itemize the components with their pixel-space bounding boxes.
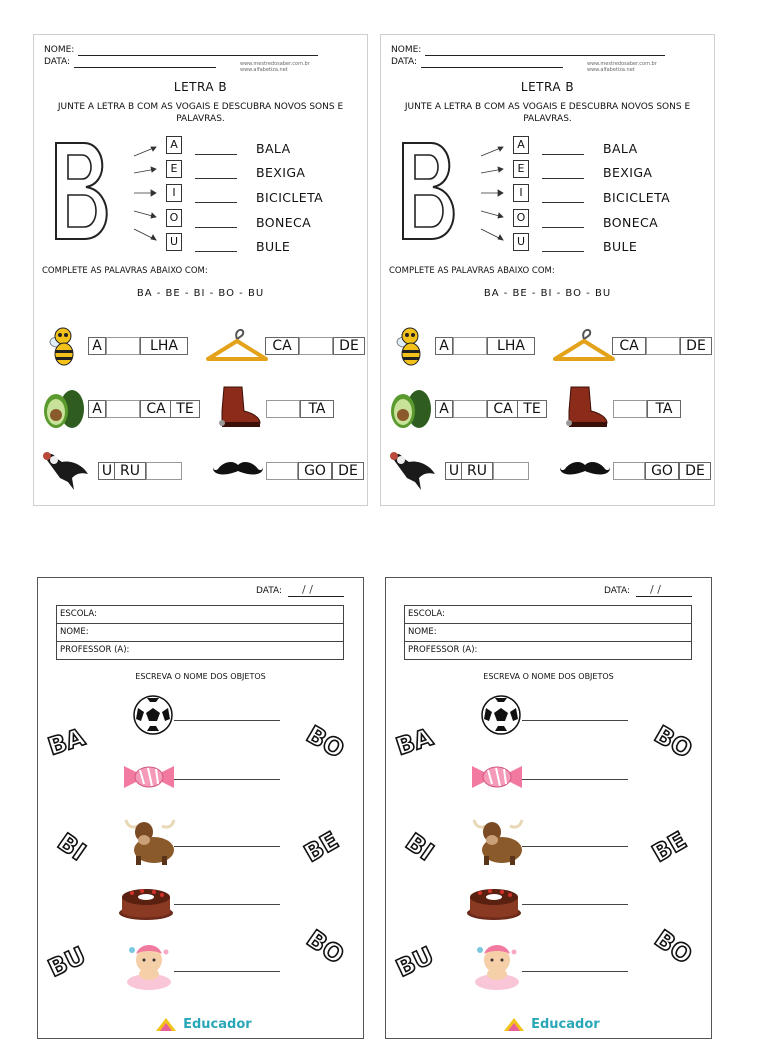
data-line[interactable] — [74, 67, 216, 68]
mustache-blank[interactable] — [613, 462, 645, 480]
instruction: JUNTE A LETRA B COM AS VOGAIS E DESCUBRA NOVOS SONS E PALAVRAS. — [404, 102, 691, 124]
logo-text: Educador — [531, 1017, 600, 1032]
boot-blank[interactable] — [613, 400, 647, 418]
bubble-bu: BU — [43, 941, 90, 983]
bubble-bi: BI — [400, 827, 439, 867]
mustache-icon — [212, 459, 264, 483]
data-label: DATA: — [604, 586, 631, 596]
answer-line-4[interactable] — [174, 904, 280, 905]
hanger-prefix: CA — [612, 337, 646, 355]
logo-text: Educador — [183, 1017, 252, 1032]
word-bala: BALA — [256, 141, 291, 156]
avocado-blank[interactable] — [106, 400, 140, 418]
bubble-bo: BO — [649, 720, 698, 764]
word-bexiga: BEXIGA — [256, 165, 306, 180]
mustache-suffix: DE — [332, 462, 364, 480]
bubble-bu: BU — [391, 941, 438, 983]
bee-blank[interactable] — [453, 337, 487, 355]
vowel-e: E — [513, 160, 529, 178]
vulture-prefix: U — [98, 462, 116, 480]
vowel-i: I — [513, 184, 529, 202]
vowel-a: A — [166, 136, 182, 154]
boot-icon — [218, 385, 262, 435]
word-bicicleta: BICICLETA — [603, 190, 671, 205]
escola-field[interactable]: ESCOLA: — [405, 606, 691, 624]
vulture-icon — [40, 448, 90, 496]
word-bala: BALA — [603, 141, 638, 156]
blank-1[interactable] — [195, 154, 237, 155]
word-bule: BULE — [603, 239, 638, 254]
bee-icon — [395, 324, 425, 370]
vulture-mid: RU — [114, 462, 146, 480]
word-boneca: BONECA — [256, 215, 312, 230]
avocado-mid1: CA — [140, 400, 172, 418]
blank-2[interactable] — [542, 178, 584, 179]
worksheet-objects-right — [385, 577, 712, 1039]
data-label: DATA: — [44, 57, 71, 67]
page-title: LETRA B — [520, 80, 575, 94]
site-2: www.alfabetiza.net — [587, 67, 635, 73]
big-letter-b — [48, 135, 118, 249]
boot-suffix: TA — [647, 400, 681, 418]
bee-blank[interactable] — [106, 337, 140, 355]
vowel-i: I — [166, 184, 182, 202]
blank-3[interactable] — [542, 202, 584, 203]
big-letter-b — [395, 135, 465, 249]
avocado-mid1: CA — [487, 400, 519, 418]
vowel-e: E — [166, 160, 182, 178]
ball-icon — [480, 694, 522, 740]
info-table — [56, 605, 344, 660]
baby-icon — [122, 940, 176, 996]
hanger-icon — [553, 325, 615, 369]
blank-5[interactable] — [195, 251, 237, 252]
syllables: BA - BE - BI - BO - BU — [483, 288, 612, 299]
professor-field[interactable]: PROFESSOR (A): — [408, 645, 478, 655]
site-2: www.alfabetiza.net — [240, 67, 288, 73]
answer-line-5[interactable] — [174, 971, 280, 972]
arrows — [479, 139, 509, 249]
ox-icon — [122, 814, 178, 870]
baby-icon — [470, 940, 524, 996]
hanger-prefix: CA — [265, 337, 299, 355]
answer-line-1[interactable] — [522, 720, 628, 721]
date-slashes: / / — [650, 583, 661, 596]
instruction: ESCREVA O NOME DOS OBJETOS — [135, 672, 266, 681]
answer-line-3[interactable] — [522, 846, 628, 847]
info-table — [404, 605, 692, 660]
bubble-bo: BO — [301, 720, 350, 764]
nome-label: NOME: — [391, 45, 422, 55]
avocado-icon — [42, 387, 86, 435]
bee-suffix: LHA — [140, 337, 188, 355]
syllables: BA - BE - BI - BO - BU — [136, 288, 265, 299]
hanger-suffix: DE — [333, 337, 365, 355]
mustache-blank[interactable] — [266, 462, 298, 480]
bee-icon — [48, 324, 78, 370]
data-line[interactable] — [636, 596, 692, 597]
boot-icon — [565, 385, 609, 435]
vowel-a: A — [513, 136, 529, 154]
complete-label: COMPLETE AS PALAVRAS ABAIXO COM: — [42, 266, 208, 276]
word-boneca: BONECA — [603, 215, 659, 230]
answer-line-4[interactable] — [522, 904, 628, 905]
mustache-mid: GO — [298, 462, 332, 480]
answer-line-2[interactable] — [522, 779, 628, 780]
word-bule: BULE — [256, 239, 291, 254]
vulture-blank[interactable] — [493, 462, 529, 480]
avocado-blank[interactable] — [453, 400, 487, 418]
answer-line-1[interactable] — [174, 720, 280, 721]
ox-icon — [470, 814, 526, 870]
cake-icon — [118, 883, 174, 925]
professor-field[interactable]: PROFESSOR (A): — [60, 645, 130, 655]
bubble-bo-2: BO — [301, 924, 350, 970]
site-1: www.mestredosaber.com.br — [587, 61, 657, 67]
avocado-prefix: A — [88, 400, 106, 418]
bubble-bi: BI — [52, 827, 91, 867]
mustache-suffix: DE — [679, 462, 711, 480]
page-title: LETRA B — [173, 80, 228, 94]
blank-1[interactable] — [542, 154, 584, 155]
nome-field[interactable]: NOME: — [57, 624, 343, 642]
blank-5[interactable] — [542, 251, 584, 252]
answer-line-2[interactable] — [174, 779, 280, 780]
nome-line[interactable] — [78, 55, 318, 56]
bubble-ba: BA — [44, 722, 89, 762]
hanger-icon — [206, 325, 268, 369]
answer-line-3[interactable] — [174, 846, 280, 847]
bee-prefix: A — [435, 337, 453, 355]
complete-label: COMPLETE AS PALAVRAS ABAIXO COM: — [389, 266, 555, 276]
vulture-prefix: U — [445, 462, 463, 480]
bubble-be: BE — [647, 826, 692, 868]
data-line[interactable] — [288, 596, 344, 597]
mustache-mid: GO — [645, 462, 679, 480]
site-1: www.mestredosaber.com.br — [240, 61, 310, 67]
candy-icon — [470, 760, 524, 796]
escola-field[interactable]: ESCOLA: — [57, 606, 343, 624]
nome-field[interactable]: NOME: — [405, 624, 691, 642]
hanger-suffix: DE — [680, 337, 712, 355]
ball-icon — [132, 694, 174, 740]
blank-4[interactable] — [542, 227, 584, 228]
instruction: JUNTE A LETRA B COM AS VOGAIS E DESCUBRA NOVOS SONS E PALAVRAS. — [57, 102, 344, 124]
avocado-mid2: TE — [517, 400, 547, 418]
vowel-o: O — [166, 209, 182, 227]
boot-blank[interactable] — [266, 400, 300, 418]
nome-label: NOME: — [44, 45, 75, 55]
bee-suffix: LHA — [487, 337, 535, 355]
vulture-mid: RU — [461, 462, 493, 480]
data-line[interactable] — [421, 67, 563, 68]
cake-icon — [466, 883, 522, 925]
educador-logo — [502, 1013, 600, 1032]
avocado-icon — [389, 387, 433, 435]
worksheet-objects-left — [37, 577, 364, 1039]
worksheet-letra-b-right — [380, 34, 715, 506]
vulture-icon — [387, 448, 437, 496]
blank-4[interactable] — [195, 227, 237, 228]
vowel-u: U — [513, 233, 529, 251]
nome-line[interactable] — [425, 55, 665, 56]
worksheet-letra-b-left — [33, 34, 368, 506]
date-slashes: / / — [302, 583, 313, 596]
educador-logo — [154, 1013, 252, 1032]
boot-suffix: TA — [300, 400, 334, 418]
word-bexiga: BEXIGA — [603, 165, 653, 180]
bubble-be: BE — [299, 826, 344, 868]
arrows — [132, 139, 162, 249]
mustache-icon — [559, 459, 611, 483]
blank-2[interactable] — [195, 178, 237, 179]
bubble-ba: BA — [392, 722, 437, 762]
vowel-u: U — [166, 233, 182, 251]
vulture-blank[interactable] — [146, 462, 182, 480]
answer-line-5[interactable] — [522, 971, 628, 972]
blank-3[interactable] — [195, 202, 237, 203]
data-label: DATA: — [391, 57, 418, 67]
hanger-blank[interactable] — [646, 337, 680, 355]
candy-icon — [122, 760, 176, 796]
bee-prefix: A — [88, 337, 106, 355]
instruction: ESCREVA O NOME DOS OBJETOS — [483, 672, 614, 681]
avocado-prefix: A — [435, 400, 453, 418]
bubble-bo-2: BO — [649, 924, 698, 970]
hanger-blank[interactable] — [299, 337, 333, 355]
vowel-o: O — [513, 209, 529, 227]
avocado-mid2: TE — [170, 400, 200, 418]
data-label: DATA: — [256, 586, 283, 596]
word-bicicleta: BICICLETA — [256, 190, 324, 205]
